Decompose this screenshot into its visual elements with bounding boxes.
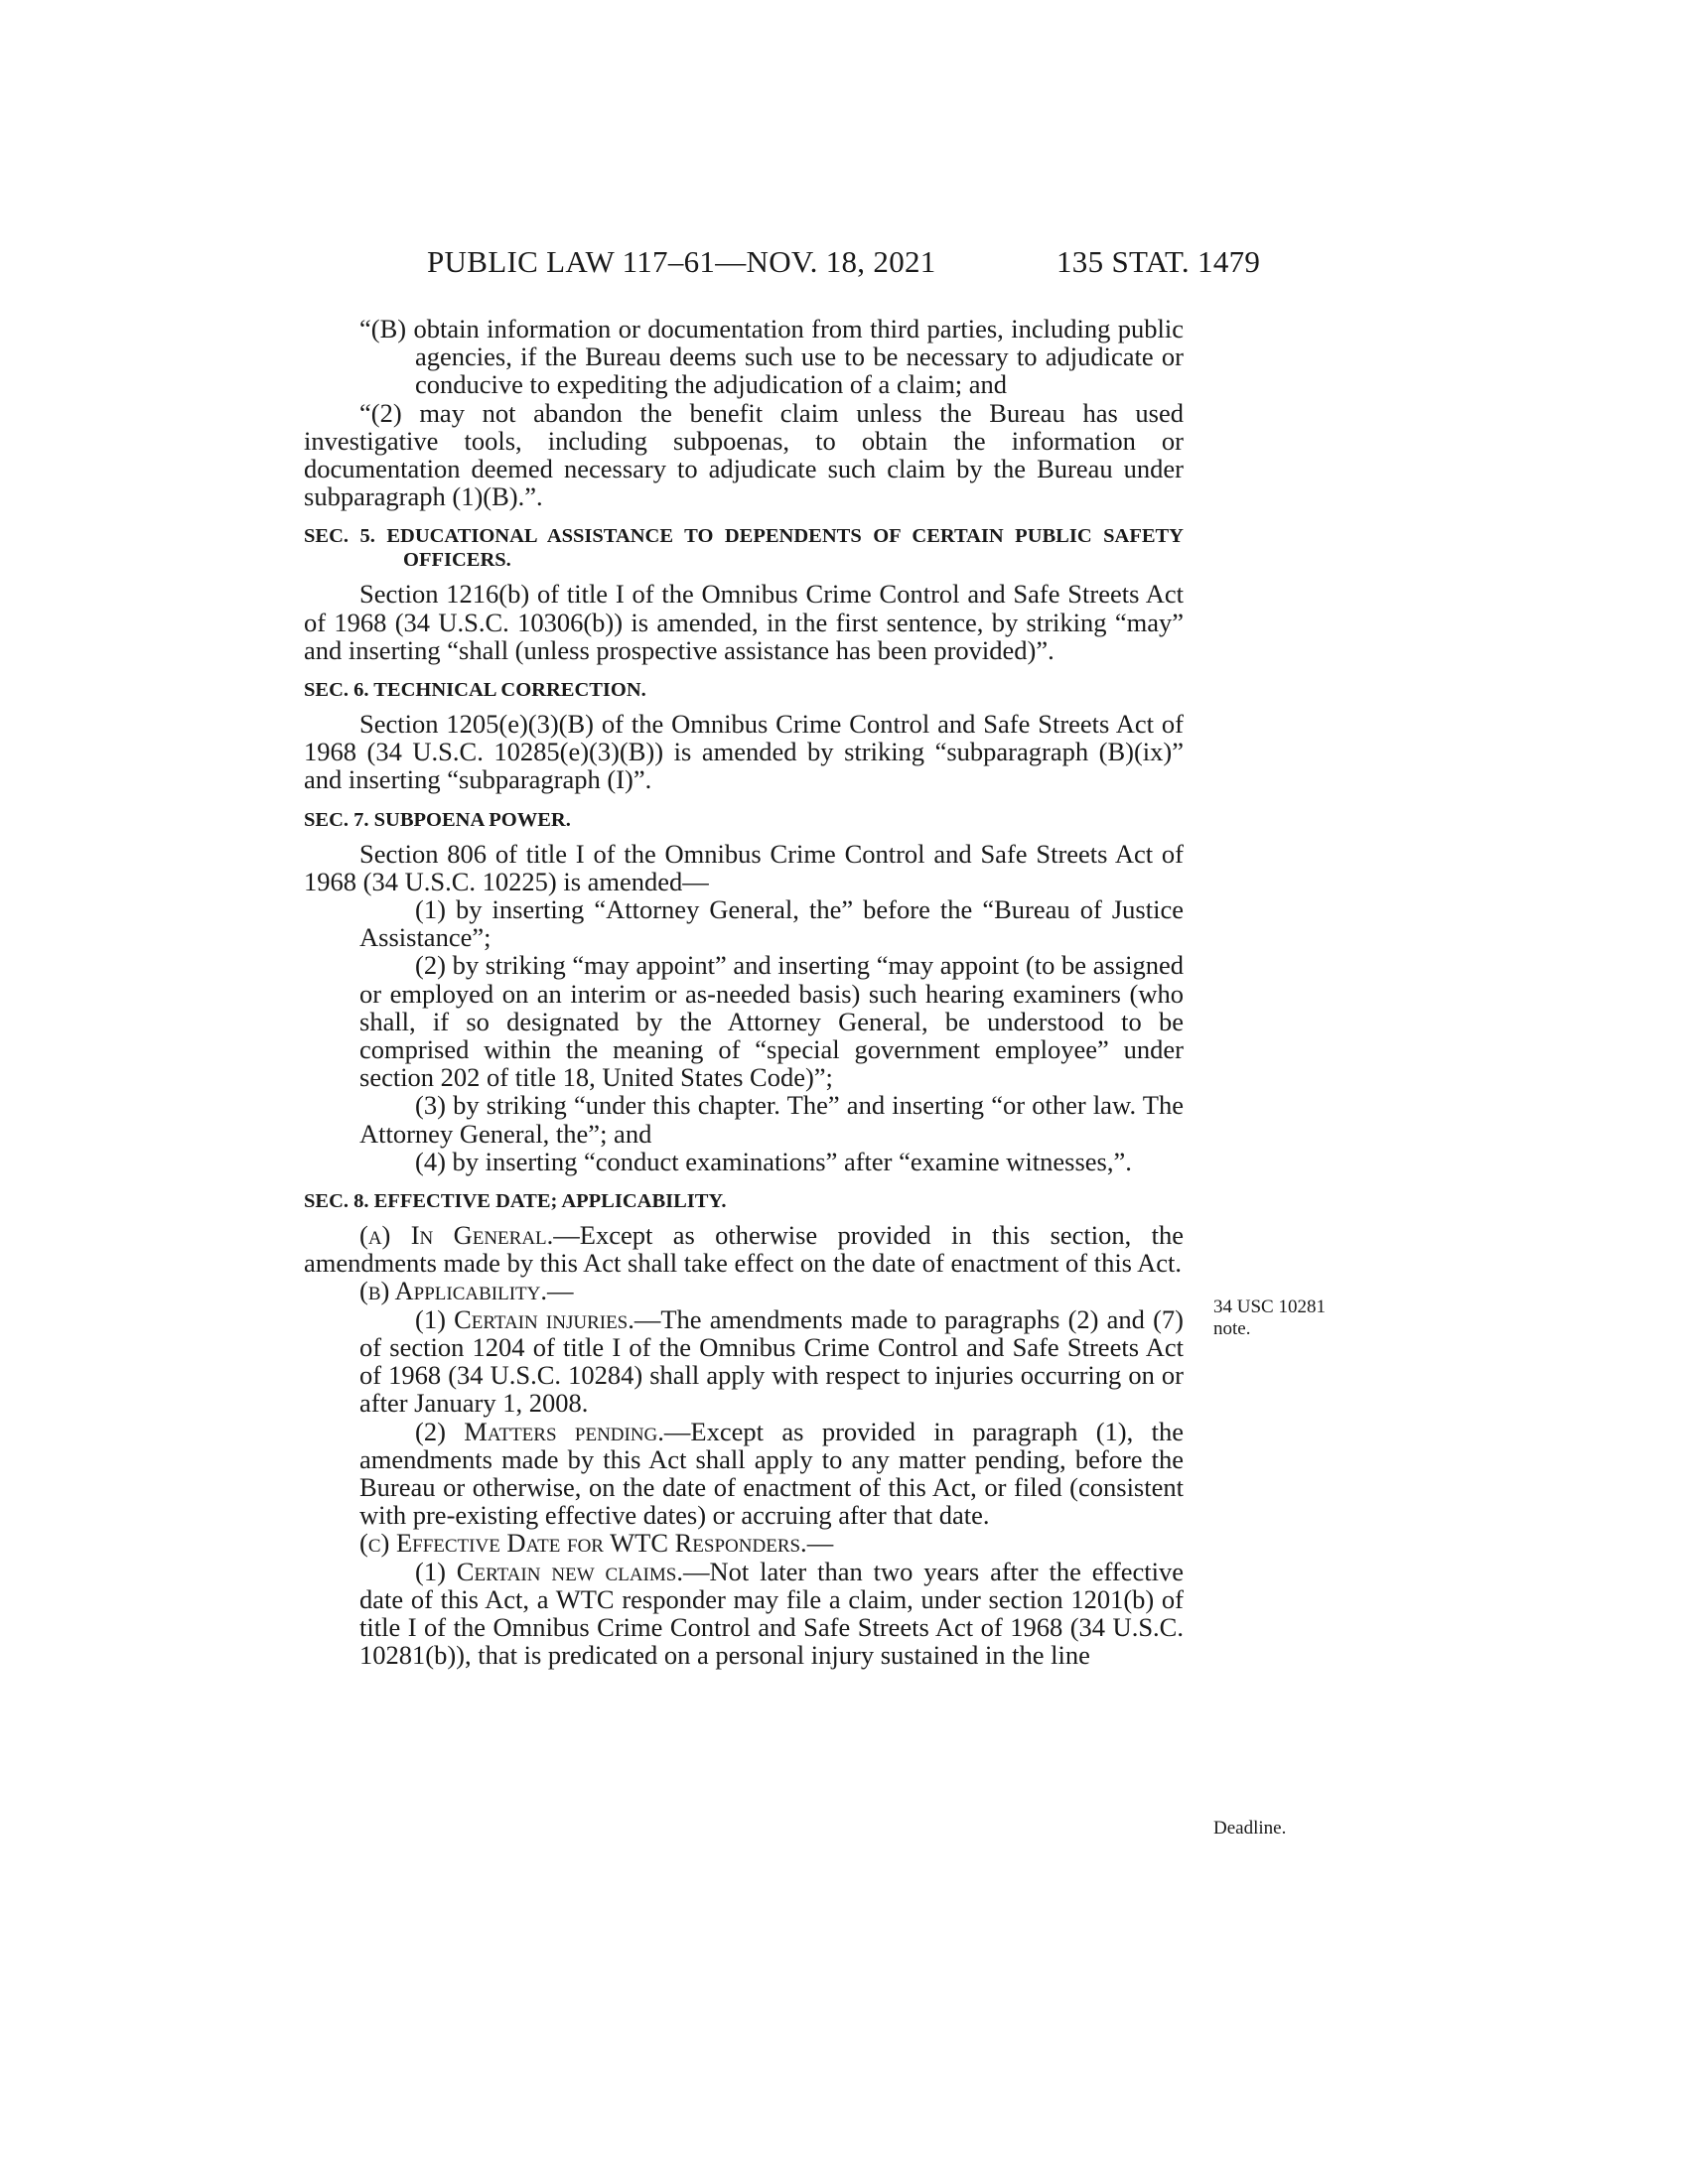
sec8-b [304,1277,1184,1304]
sec7-item-2: (2) by striking “may appoint” and inserting “may appoint (to be assigned or employed on an interim or as-needed basis) such hearing examiners (who shall, if so designated by the Attorney General, be understood to be comprised within the meaning of “special government employee” under section 202 of title 18, United States Code)”; [359,950,1184,1093]
sec8-b2-label: (2) Matters pending. [415,1416,664,1446]
sec8-b2 [304,1418,1184,1530]
sec8-b1-text: —The amendments made to paragraphs (2) and (7) of section 1204 of title I of the Omnibus Crime Control and Safe Streets Act of 1968 (34 U.S.C. 10284) shall apply with respect to injuries occurring on or after January 1, 2008. [359,1303,1184,1419]
sec8-a-text: —Except as otherwise provided in this section, the amendments made by this Act shall take effect on the date of enactment of this Act. [304,1220,1184,1279]
sec6-text: Section 1205(e)(3)(B) of the Omnibus Crime Control and Safe Streets Act of 1968 (34 U.S.C. 10285(e)(3)(B)) is amended by striking “subparagraph (B)(ix)” and inserting “subparagraph (I)”. [304,709,1184,795]
sec8-c1 [304,1558,1184,1670]
sec8-c-label: (c) Effective Date for WTC Responders. [359,1528,807,1559]
paragraph-2: “(2) may not abandon the benefit claim unless the Bureau has used investigative tools, including subpoenas, to obtain the information or documentation deemed necessary to adjudicate such claim by the Bureau under subparagraph (1)(B).”. [304,397,1184,512]
sec7-item-3: (3) by striking “under this chapter. The” and inserting “or other law. The Attorney General, the”; and [359,1090,1184,1149]
sec8-b1-label: (1) Certain injuries. [415,1303,634,1334]
sec8-b2-text: —Except as provided in paragraph (1), the amendments made by this Act shall apply to any matter pending, before the Bureau or otherwise, on the date of enactment of this Act, or filed (consistent with pre-existing effective dates) or accruing after that date. [359,1416,1185,1531]
document-body [304,315,1184,1669]
sec8-b-dash: — [546,1276,574,1306]
paragraph-b [304,315,1184,399]
sec8-c-dash: — [806,1528,834,1559]
margin-note-usc [1213,1297,1362,1340]
sec8-c1-text: —Not later than two years after the effective date of this Act, a WTC responder may file a claim, under section 1201(b) of title I of the Omnibus Crime Control and Safe Streets Act of 1968 (34 U.S.C. 10281(b)), that is predicated on a personal injury sustained in the line [359,1556,1184,1671]
sec5-text: Section 1216(b) of title I of the Omnibus Crime Control and Safe Streets Act of 1968 (34 U.S.C. 10306(b)) is amended, in the first sentence, by striking “may” and inserting “shall (unless prospective assistance has been provided)”. [304,579,1184,665]
sec8-heading: SEC. 8. EFFECTIVE DATE; APPLICABILITY. [304,1190,727,1213]
sec6-heading: SEC. 6. TECHNICAL CORRECTION. [304,679,646,702]
sec8-a-label: (a) In General. [359,1220,554,1251]
sec5-heading: SEC. 5. EDUCATIONAL ASSISTANCE TO DEPENDENTS OF CERTAIN PUBLIC SAFETY OFFICERS. [304,525,1184,572]
page-header-title: PUBLIC LAW 117–61—NOV. 18, 2021 [427,244,936,279]
sec8-b1 [304,1305,1184,1418]
sec8-c1-label: (1) Certain new claims. [415,1556,683,1586]
sec7-item-4: (4) by inserting “conduct examinations” after “examine witnesses,”. [415,1146,1132,1176]
margin-note-usc-line2: note. [1213,1318,1251,1339]
page-header-stat: 135 STAT. 1479 [1056,244,1261,279]
sec8-c [304,1529,1184,1557]
margin-note-usc-line1: 34 USC 10281 [1213,1297,1326,1317]
sec7-item-1: (1) by inserting “Attorney General, the” before the “Bureau of Justice Assistance”; [359,894,1184,953]
sec8-a [304,1221,1184,1277]
sec7-text: Section 806 of title I of the Omnibus Crime Control and Safe Streets Act of 1968 (34 U.S.C. 10225) is amended— [304,838,1184,896]
sec7-heading: SEC. 7. SUBPOENA POWER. [304,808,571,831]
margin-note-deadline: Deadline. [1213,1818,1287,1839]
paragraph-b-text: “(B) obtain information or documentation from third parties, including public agencies, if the Bureau deems such use to be necessary to adjudicate or conducive to expediting the adjudication of a claim; and [359,314,1184,400]
sec8-b-label: (b) Applicability. [359,1276,547,1306]
